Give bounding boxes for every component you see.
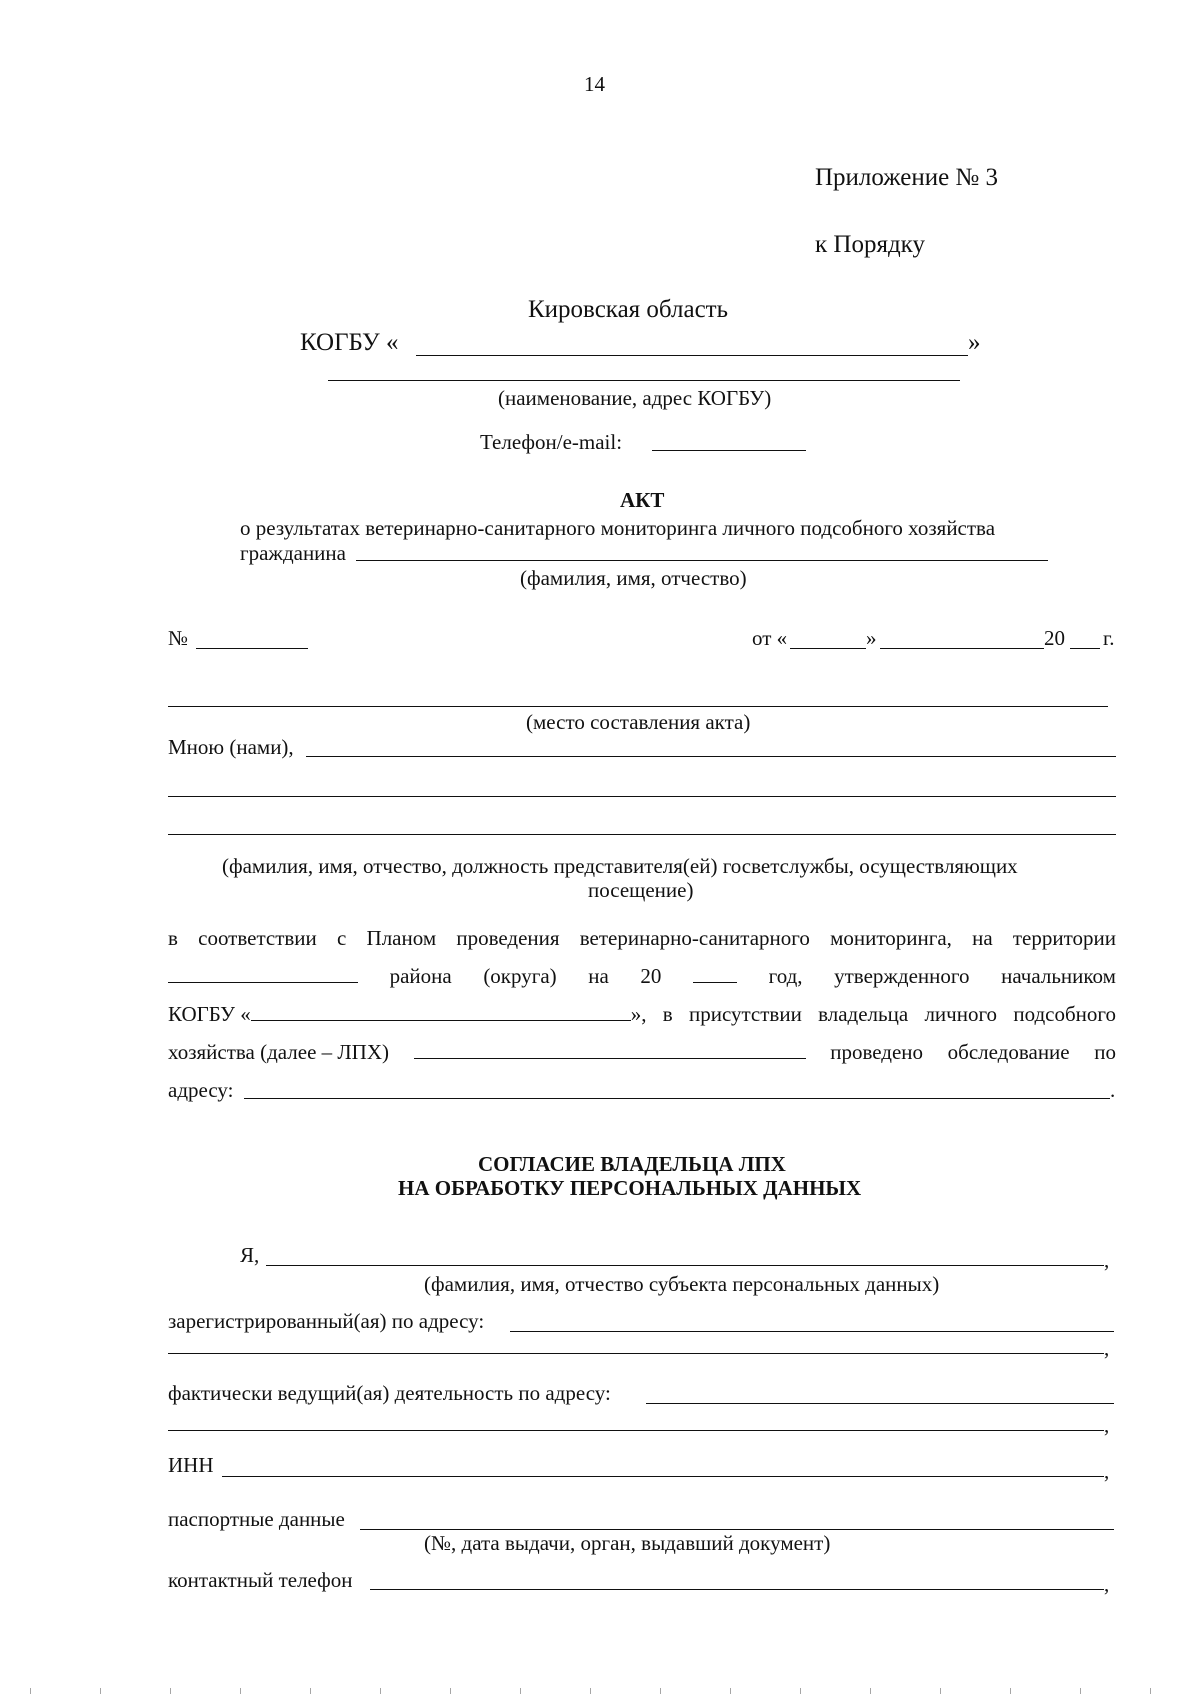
place-line [168,706,1108,707]
body-word: с [337,926,347,950]
org-caption: (наименование, адрес КОГБУ) [498,386,772,410]
phone-line [652,450,806,451]
org-name-line [416,355,968,356]
scan-edge-artifact [0,1688,1200,1694]
registered-line-1 [510,1331,1114,1332]
act-title: АКТ [620,488,665,512]
body-word: в [168,926,178,950]
consent-title-1: СОГЛАСИЕ ВЛАДЕЛЬЦА ЛПХ [478,1152,786,1176]
kogbu-name-blank [251,1006,631,1021]
body-word: личного [924,1002,998,1026]
date-day-line [790,648,866,649]
date-close: » [866,626,877,650]
region-name: Кировская область [528,296,729,323]
body-word: присутствии [688,1002,802,1026]
registered-line-2 [168,1353,1104,1354]
appendix-subtitle: к Порядку [815,231,925,258]
passport-caption: (№, дата выдачи, орган, выдавший документ) [424,1531,831,1555]
org-address-line [328,380,960,381]
inn-line [222,1476,1104,1477]
kogbu-prefix: КОГБУ « [168,1002,251,1026]
actual-label: фактически ведущий(ая) деятельность по адресу: [168,1381,611,1405]
officials-line-1 [306,756,1116,757]
body-line-4 [168,1042,1116,1063]
place-caption: (место составления акта) [526,710,751,734]
page-number: 14 [584,72,605,96]
date-from: от « [752,626,788,650]
contact-phone-label: контактный телефон [168,1568,353,1592]
body-word: начальником [1001,964,1116,988]
body-word: на [972,926,993,950]
body-word: соответствии [198,926,317,950]
actual-line-2 [168,1430,1104,1431]
body-word: Планом [366,926,437,950]
body-word: территории [1012,926,1116,950]
comma: , [1104,1248,1110,1272]
body-line-1 [168,928,1116,949]
plan-year-blank [693,968,737,983]
body-word: мониторинга, [830,926,952,950]
inn-label: ИНН [168,1453,214,1477]
year-suffix: г. [1103,626,1115,650]
body-word: 20 [640,964,662,988]
citizen-caption: (фамилия, имя, отчество) [520,566,747,590]
district-blank [168,968,358,983]
consent-title-2: НА ОБРАБОТКУ ПЕРСОНАЛЬНЫХ ДАННЫХ [398,1176,862,1200]
officials-line-3 [168,834,1116,835]
officials-caption-2: посещение) [588,878,694,902]
body-word: ветеринарно-санитарного [579,926,810,950]
citizen-label: гражданина [240,541,346,565]
comma: , [1104,1413,1110,1437]
year-prefix: 20 [1044,626,1065,650]
body-line-4-prefix: хозяйства (далее – ЛПХ) [168,1040,389,1064]
number-line [196,648,308,649]
body-word: проведено [830,1040,924,1064]
org-prefix: КОГБУ « [300,329,399,356]
comma: , [1104,1572,1110,1596]
act-subtitle: о результатах ветеринарно-санитарного мониторинга личного подсобного хозяйства [240,516,996,540]
i-line [266,1265,1104,1266]
body-word: на [588,964,609,988]
body-word: проведения [456,926,560,950]
comma: , [1104,1336,1110,1360]
by-label: Мною (нами), [168,735,294,759]
registered-label: зарегистрированный(ая) по адресу: [168,1309,485,1333]
appendix-title: Приложение № 3 [815,164,999,191]
body-word: утвержденного [834,964,970,988]
address-period: . [1110,1078,1116,1102]
address-label: адресу: [168,1078,234,1102]
body-word: по [1094,1040,1116,1064]
date-month-line [880,648,1044,649]
i-caption: (фамилия, имя, отчество субъекта персональных данных) [424,1272,940,1296]
body-line-3 [168,1004,1116,1025]
comma: , [1104,1459,1110,1483]
body-line-2 [168,966,1116,987]
number-label: № [168,626,189,650]
body-word: год, [768,964,803,988]
body-line-3-lead [168,1004,646,1025]
body-word: владельца [818,1002,909,1026]
body-word: обследование [947,1040,1070,1064]
officials-line-2 [168,796,1116,797]
body-word: в [662,1002,673,1026]
phone-label: Телефон/e-mail: [480,430,623,454]
citizen-line [356,560,1048,561]
officials-caption-1: (фамилия, имя, отчество, должность представителя(ей) госветслужбы, осуществляющих [222,854,1018,878]
body-word: (округа) [483,964,557,988]
contact-phone-line [370,1589,1104,1590]
year-line [1070,648,1100,649]
body-word: подсобного [1013,1002,1116,1026]
passport-label: паспортные данные [168,1507,345,1531]
org-suffix: » [968,329,981,356]
actual-line-1 [646,1403,1114,1404]
passport-line [360,1529,1114,1530]
address-line [244,1098,1110,1099]
i-label: Я, [240,1243,260,1267]
owner-blank [414,1044,806,1059]
body-word: », [630,1002,647,1026]
body-word: района [389,964,452,988]
